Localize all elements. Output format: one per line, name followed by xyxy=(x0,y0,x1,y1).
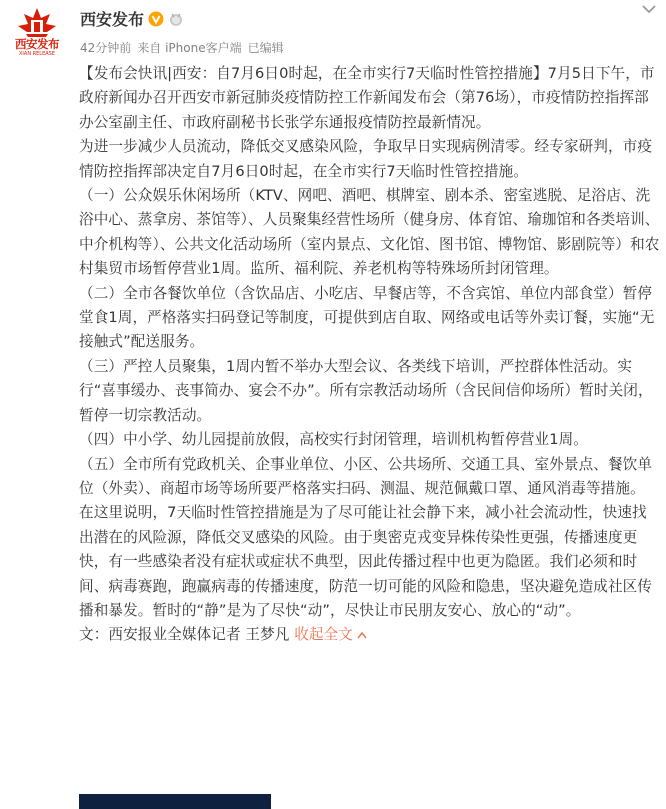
verified-badge-icon xyxy=(148,11,164,27)
media-thumbnail[interactable] xyxy=(79,794,271,809)
post-content xyxy=(79,62,661,648)
post-source: 来自 iPhone客户端 xyxy=(137,41,242,55)
post-paragraph: 为进一步减少人员流动，降低交叉感染风险，争取早日实现病例清零。经专家研判，市疫情防控指挥部决定自7月6日0时起，在全市实行7天临时性管控措施。 xyxy=(79,138,653,180)
chevron-down-icon[interactable] xyxy=(640,2,658,16)
post-paragraph: （五）全市所有党政机关、企事业单位、小区、公共场所、交通工具、室外景点、餐饮单位（外卖）、商超市场等场所要严格落实扫码、测温、规范佩戴口罩、通风消毒等措施。 xyxy=(79,455,653,497)
post-header xyxy=(0,0,666,60)
post-paragraph: （二）全市各餐饮单位（含饮品店、小吃店、早餐店等，不含宾馆、单位内部食堂）暂停堂食1周，严格落实扫码登记等制度，可提供到店自取、网络或电话等外卖订餐，实施“无接触式”配送服务。 xyxy=(79,284,655,351)
byline-row xyxy=(79,623,661,647)
avatar[interactable] xyxy=(6,4,68,64)
byline: 文：西安报业全媒体记者 王梦凡 xyxy=(79,626,295,644)
post-paragraph: （四）中小学、幼儿园提前放假，高校实行封闭管理，培训机构暂停营业1周。 xyxy=(79,431,588,449)
post-paragraph: （一）公众娱乐休闲场所（KTV、网吧、酒吧、棋牌室、剧本杀、密室逃脱、足浴店、洗浴中心、蒸拿房、茶馆等）、人员聚集经营性场所（健身房、体育馆、瑜珈馆和各类培训、中介机构等）、公共文化活动场所（室内景点、文化馆、图书馆、博物馆、影剧院等）和农村集贸市场暂停营业1周。监所、福利院、养老机构等特殊场所封闭管理。 xyxy=(79,187,660,278)
post-paragraph: （三）严控人员聚集，1周内暂不举办大型会议、各类线下培训，严控群体性活动。实行“喜事缓办、丧事简办、宴会不办”。所有宗教活动场所（含民间信仰场所）暂时关闭，暂停一切宗教活动。 xyxy=(79,357,653,424)
chevron-up-icon xyxy=(357,631,367,639)
post-time[interactable]: 42分钟前 xyxy=(80,41,132,55)
post-meta xyxy=(80,39,284,56)
post-paragraph: 在这里说明，7天临时性管控措施是为了尽可能让社会静下来，减小社会流动性，快速找出潜在的风险源，降低交叉感染的风险。由于奥密克戎变异株传染性更强，传播速度更快，有一些感染者没有症状或症状不典型，因此传播过程中也更为隐匿。我们必须和时间、病毒赛跑，跑赢病毒的传播速度，防范一切可能的风险和隐患，坚决避免造成社区传播和暴发。暂时的“静”是为了尽快“动”，尽快让市民朋友安心、放心的“动”。 xyxy=(79,504,653,619)
collapse-label: 收起全文 xyxy=(294,626,353,644)
post-edited[interactable]: 已编辑 xyxy=(247,41,284,55)
author-name[interactable]: 西安发布 xyxy=(80,10,145,29)
post-paragraph: 【发布会快讯|西安：自7月6日0时起，在全市实行7天临时性管控措施】7月5日下午，市政府新闻办召开西安市新冠肺炎疫情防控工作新闻发布会（第76场），市疫情防控指挥部办公室副主任、市政府副秘书长张学东通报疫情防控最新情况。 xyxy=(79,65,655,131)
avatar-logo-text: 西安发布 xyxy=(15,37,59,51)
avatar-logo-subtext: XIAN RELEASE xyxy=(19,51,55,57)
member-medal-icon[interactable] xyxy=(168,11,184,27)
collapse-full-text-link[interactable] xyxy=(294,626,367,643)
author-row xyxy=(80,7,184,30)
